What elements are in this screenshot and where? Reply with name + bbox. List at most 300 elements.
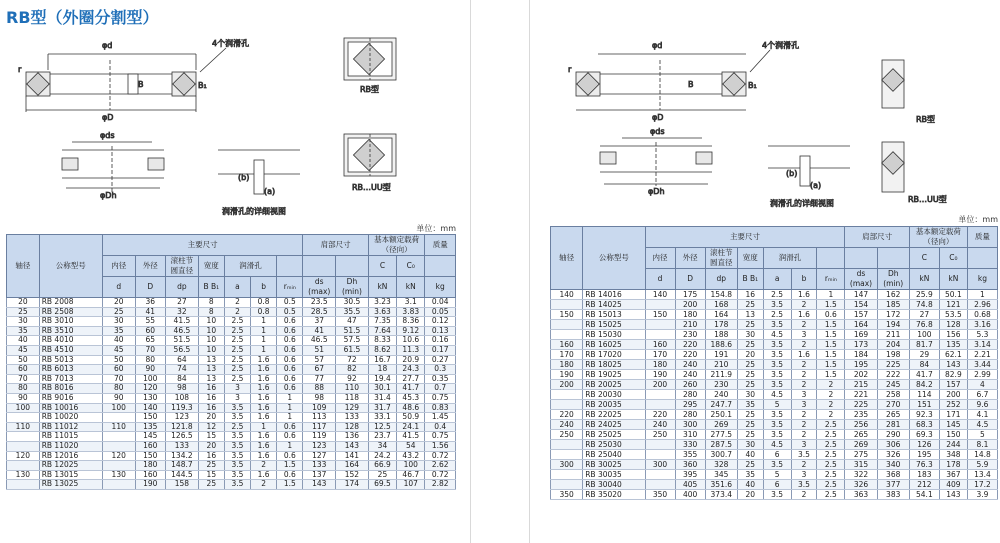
table-cell: 290	[877, 430, 909, 440]
table-cell: 3.5	[224, 461, 250, 471]
cell-shaft	[7, 432, 40, 442]
hdr-shaft-right: 轴径	[551, 227, 583, 290]
table-cell: 195	[845, 360, 877, 370]
table-cell: 25	[102, 307, 135, 317]
table-cell: 1	[251, 422, 277, 432]
table-cell: 330	[675, 440, 705, 450]
table-cell: 110	[336, 384, 369, 394]
table-row	[551, 350, 998, 360]
hdr-main-dims: 主要尺寸	[102, 235, 303, 256]
table-cell: 0.6	[277, 374, 303, 384]
table-cell: 118	[336, 393, 369, 403]
table-cell: 10	[198, 317, 224, 327]
table-cell: 220	[675, 340, 705, 350]
label-phi-Dh-right: φDh	[648, 187, 665, 196]
table-cell: 2.5	[224, 326, 250, 336]
table-cell: 2.5	[224, 345, 250, 355]
table-cell: 280	[675, 410, 705, 420]
table-cell: 230	[705, 380, 737, 390]
table-cell: 2	[791, 380, 817, 390]
table-cell: 3.5	[763, 410, 791, 420]
table-cell: 1.6	[251, 441, 277, 451]
table-cell: 145	[939, 420, 967, 430]
cell-model: RB 15013	[583, 310, 645, 320]
table-row	[7, 461, 456, 471]
table-cell: 0.75	[425, 393, 456, 403]
table-cell: 247.7	[705, 400, 737, 410]
table-cell: 27	[909, 310, 939, 320]
table-cell: 2	[791, 300, 817, 310]
cell-model: RB 30040	[583, 480, 645, 490]
table-cell: 119	[303, 432, 336, 442]
table-cell: 13	[198, 374, 224, 384]
cell-shaft: 90	[7, 393, 40, 403]
table-cell: 1.5	[817, 330, 845, 340]
table-cell: 0.4	[425, 422, 456, 432]
table-cell: 3.44	[967, 360, 997, 370]
table-cell: 3.5	[763, 430, 791, 440]
table-cell	[645, 440, 675, 450]
table-row	[7, 355, 456, 365]
label-a-right: (a)	[810, 181, 822, 190]
table-cell: 0.5	[277, 298, 303, 308]
table-cell: 120	[135, 384, 166, 394]
table-cell: 3.5	[224, 470, 250, 480]
table-cell: 169	[845, 330, 877, 340]
table-cell: 67	[303, 365, 336, 375]
hdr-Dh-right: Dh (min)	[877, 269, 909, 290]
cell-model: RB 16025	[583, 340, 645, 350]
cell-shaft: 120	[7, 451, 40, 461]
table-cell: 1.45	[425, 413, 456, 423]
table-cell: 2	[224, 307, 250, 317]
table-cell: 164	[705, 310, 737, 320]
table-cell: 141	[336, 451, 369, 461]
table-cell: 74.8	[909, 300, 939, 310]
table-cell: 84.2	[909, 380, 939, 390]
table-cell: 345	[705, 470, 737, 480]
table-cell: 51.5	[336, 326, 369, 336]
table-cell: 9.6	[967, 400, 997, 410]
table-cell: 1.5	[817, 320, 845, 330]
table-row	[551, 400, 998, 410]
table-cell: 2.5	[817, 490, 845, 500]
cell-shaft	[551, 400, 583, 410]
table-cell	[645, 480, 675, 490]
table-cell: 4.5	[967, 420, 997, 430]
table-cell: 326	[877, 450, 909, 460]
hdr-shoulder-right: 肩部尺寸	[845, 227, 909, 248]
table-cell: 11.3	[397, 345, 425, 355]
hdr-kN1: kN	[368, 277, 396, 298]
table-cell: 265	[845, 430, 877, 440]
table-cell: 180	[675, 310, 705, 320]
table-cell: 178	[705, 320, 737, 330]
cell-model: RB 11012	[39, 422, 102, 432]
table-cell: 143	[303, 480, 336, 490]
page-left	[0, 0, 470, 543]
hdr-outer: 外径	[135, 256, 166, 277]
table-row	[7, 480, 456, 490]
cell-model: RB 13025	[39, 480, 102, 490]
caption-rb-right: RB型	[916, 115, 936, 124]
table-cell: 32	[166, 307, 199, 317]
table-cell: 171	[939, 410, 967, 420]
table-cell: 3.5	[791, 450, 817, 460]
table-cell: 0.35	[425, 374, 456, 384]
table-cell	[645, 320, 675, 330]
label-phi-d: φd	[102, 41, 113, 50]
table-row	[7, 470, 456, 480]
table-cell: 8	[198, 298, 224, 308]
table-cell	[645, 470, 675, 480]
table-cell: 2.5	[763, 290, 791, 300]
cell-model: RB 14016	[583, 290, 645, 300]
table-cell: 2	[251, 461, 277, 471]
table-row	[7, 384, 456, 394]
table-cell: 10	[198, 326, 224, 336]
label-b: (b)	[238, 173, 250, 182]
caption-lube-detail: 润滑孔的详细视图	[222, 207, 286, 216]
table-cell: 6.7	[967, 390, 997, 400]
hdr-kN2-right: kN	[939, 269, 967, 290]
table-cell: 280	[675, 390, 705, 400]
table-cell: 2.5	[224, 374, 250, 384]
table-cell: 8.62	[368, 345, 396, 355]
table-cell: 17.2	[967, 480, 997, 490]
table-cell: 269	[705, 420, 737, 430]
table-cell: 84	[909, 360, 939, 370]
table-cell: 200	[645, 380, 675, 390]
table-cell: 405	[675, 480, 705, 490]
table-cell: 7.64	[368, 326, 396, 336]
table-cell: 82	[336, 365, 369, 375]
table-cell: 81.7	[909, 340, 939, 350]
table-cell: 148.7	[166, 461, 199, 471]
table-cell: 174	[336, 480, 369, 490]
table-cell: 43.2	[397, 451, 425, 461]
hdr-kg-right: kg	[967, 269, 997, 290]
table-cell: 130	[135, 393, 166, 403]
table-cell: 60	[102, 365, 135, 375]
table-cell: 1.6	[251, 413, 277, 423]
cell-shaft: 200	[551, 380, 583, 390]
rbuu-type-diagram	[344, 134, 396, 192]
table-cell: 0.17	[425, 345, 456, 355]
table-cell: 123	[303, 441, 336, 451]
table-cell: 1	[251, 336, 277, 346]
table-row	[551, 430, 998, 440]
cell-shaft: 130	[7, 470, 40, 480]
table-cell: 1.6	[251, 384, 277, 394]
table-cell: 3.5	[224, 441, 250, 451]
table-cell: 4.5	[763, 330, 791, 340]
table-cell: 3.5	[224, 451, 250, 461]
table-cell: 2	[791, 460, 817, 470]
shoulder-diagram	[62, 131, 164, 200]
table-cell: 363	[845, 490, 877, 500]
table-cell: 129	[336, 403, 369, 413]
table-cell: 41.7	[397, 384, 425, 394]
table-cell: 84	[166, 374, 199, 384]
table-cell: 3.5	[224, 403, 250, 413]
table-cell: 158	[166, 480, 199, 490]
table-cell: 157	[939, 380, 967, 390]
table-cell: 8.1	[967, 440, 997, 450]
table-cell: 8	[198, 307, 224, 317]
table-cell: 3	[791, 400, 817, 410]
table-cell: 68.3	[909, 420, 939, 430]
table-cell: 1.6	[251, 355, 277, 365]
table-row	[551, 420, 998, 430]
table-cell: 1.6	[251, 365, 277, 375]
table-cell: 3.5	[224, 480, 250, 490]
hdr-kN2: kN	[397, 277, 425, 298]
table-cell: 0.8	[251, 298, 277, 308]
table-cell: 30.1	[368, 384, 396, 394]
table-cell: 350	[645, 490, 675, 500]
table-cell: 245	[877, 380, 909, 390]
cell-shaft: 240	[551, 420, 583, 430]
table-cell: 9.12	[397, 326, 425, 336]
table-cell: 40	[102, 336, 135, 346]
table-cell: 373.4	[705, 490, 737, 500]
table-row	[551, 300, 998, 310]
table-row	[551, 330, 998, 340]
table-cell: 143	[939, 490, 967, 500]
label-phi-D: φD	[102, 113, 114, 122]
table-cell: 46.7	[397, 470, 425, 480]
table-row	[551, 490, 998, 500]
hdr-mass: 质量	[425, 235, 456, 256]
table-row	[551, 390, 998, 400]
table-row	[7, 403, 456, 413]
table-cell	[645, 390, 675, 400]
table-cell: 2.5	[817, 460, 845, 470]
table-cell: 76.8	[909, 320, 939, 330]
table-cell: 200	[939, 390, 967, 400]
table-cell: 3.5	[763, 320, 791, 330]
table-cell: 136	[336, 432, 369, 442]
table-cell: 54.1	[909, 490, 939, 500]
cell-model: RB 2008	[39, 298, 102, 308]
table-cell: 134.2	[166, 451, 199, 461]
table-cell: 3.63	[368, 307, 396, 317]
table-cell: 20	[737, 350, 763, 360]
table-cell: 295	[675, 400, 705, 410]
hdr-dp-right: dp	[705, 269, 737, 290]
table-cell: 168	[705, 300, 737, 310]
table-cell: 383	[877, 490, 909, 500]
table-cell: 3	[791, 440, 817, 450]
table-cell: 211.9	[705, 370, 737, 380]
table-cell: 1.5	[817, 370, 845, 380]
table-cell: 3.14	[967, 340, 997, 350]
table-cell: 25	[198, 480, 224, 490]
label-holes-right: 4个润滑孔	[762, 41, 800, 50]
table-cell: 15	[198, 432, 224, 442]
table-cell: 2	[224, 298, 250, 308]
cell-model: RB 6013	[39, 365, 102, 375]
spec-table-right	[550, 226, 998, 500]
table-cell: 10.6	[397, 336, 425, 346]
table-cell: 147	[845, 290, 877, 300]
table-cell: 10	[198, 336, 224, 346]
table-cell: 107	[397, 480, 425, 490]
cell-model: RB 20025	[583, 380, 645, 390]
table-cell: 8.36	[397, 317, 425, 327]
table-cell: 41	[135, 307, 166, 317]
table-cell: 15	[198, 470, 224, 480]
label-B: B	[138, 80, 144, 89]
table-cell: 61.5	[336, 345, 369, 355]
table-cell: 3.5	[763, 300, 791, 310]
table-cell: 2	[791, 340, 817, 350]
table-cell: 1	[277, 393, 303, 403]
cell-model: RB 30025	[583, 460, 645, 470]
table-cell: 2.5	[224, 365, 250, 375]
cell-shaft	[551, 300, 583, 310]
table-cell: 41.7	[909, 370, 939, 380]
table-cell: 46.5	[166, 326, 199, 336]
table-cell: 2	[791, 410, 817, 420]
table-cell: 2	[817, 400, 845, 410]
table-cell: 70	[102, 374, 135, 384]
table-cell: 180	[645, 360, 675, 370]
table-cell: 212	[909, 480, 939, 490]
table-cell: 5	[763, 400, 791, 410]
hdr-pitch: 滚柱节圆直径	[166, 256, 199, 277]
table-cell: 3.5	[763, 420, 791, 430]
table-cell: 25	[737, 430, 763, 440]
table-cell: 24.1	[397, 422, 425, 432]
table-cell: 30.5	[336, 298, 369, 308]
table-cell: 188	[705, 330, 737, 340]
table-cell: 211	[877, 330, 909, 340]
label-phi-ds-right: φds	[650, 127, 665, 136]
table-cell: 252	[939, 400, 967, 410]
hdr-kN1-right: kN	[909, 269, 939, 290]
hdr-rmin: rₘᵢₙ	[277, 277, 303, 298]
table-cell: 51.5	[166, 336, 199, 346]
cell-model: RB 30035	[583, 470, 645, 480]
table-cell: 137	[303, 470, 336, 480]
lube-hole-detail-right	[768, 146, 850, 208]
cell-model: RB 3010	[39, 317, 102, 327]
cell-model: RB 25040	[583, 450, 645, 460]
page-title: RB型（外圈分割型）	[6, 8, 159, 27]
table-cell: 70	[135, 345, 166, 355]
table-cell: 20.9	[397, 355, 425, 365]
table-cell: 190	[645, 370, 675, 380]
caption-rbuu: RB…UU型	[352, 183, 391, 192]
table-cell: 121	[939, 300, 967, 310]
table-cell: 3.5	[224, 432, 250, 442]
table-cell: 322	[845, 470, 877, 480]
shoulder-diagram-right	[600, 127, 712, 196]
table-cell: 25	[737, 380, 763, 390]
cell-model: RB 12016	[39, 451, 102, 461]
cell-shaft: 60	[7, 365, 40, 375]
table-cell: 41	[303, 326, 336, 336]
hdr-width-right: 宽度	[737, 248, 763, 269]
table-cell: 1	[817, 290, 845, 300]
table-cell: 16	[198, 451, 224, 461]
table-cell: 154	[845, 300, 877, 310]
hdr-Dh: Dh (min)	[336, 277, 369, 298]
table-cell: 157	[845, 310, 877, 320]
table-cell: 0.13	[425, 326, 456, 336]
spec-table-left	[6, 234, 456, 490]
table-cell: 210	[675, 320, 705, 330]
table-cell: 0.05	[425, 307, 456, 317]
table-cell: 1	[251, 317, 277, 327]
table-cell: 0.6	[277, 345, 303, 355]
table-cell: 220	[645, 410, 675, 420]
ring-cross-section-right	[568, 40, 799, 122]
table-cell: 4.5	[763, 390, 791, 400]
table-row	[551, 290, 998, 300]
table-cell: 117	[303, 422, 336, 432]
table-cell: 30	[737, 390, 763, 400]
table-cell: 20	[102, 298, 135, 308]
table-cell: 33.1	[368, 413, 396, 423]
table-cell: 0.8	[251, 307, 277, 317]
unit-note: 单位：mm	[416, 224, 456, 233]
table-cell: 48.6	[397, 403, 425, 413]
cell-model: RB 14025	[583, 300, 645, 310]
table-cell: 235	[845, 410, 877, 420]
table-cell: 109	[303, 403, 336, 413]
cell-shaft: 70	[7, 374, 40, 384]
table-cell: 23.5	[303, 298, 336, 308]
table-cell: 2.5	[817, 420, 845, 430]
table-cell: 62.1	[939, 350, 967, 360]
hdr-inner-right: 内径	[645, 248, 675, 269]
cell-model: RB 4010	[39, 336, 102, 346]
table-cell: 100	[135, 374, 166, 384]
table-cell: 35.5	[336, 307, 369, 317]
table-cell: 3.16	[967, 320, 997, 330]
hdr-C: C	[368, 256, 396, 277]
table-cell: 0.6	[277, 451, 303, 461]
label-B1-right: B₁	[748, 81, 757, 90]
table-cell: 40	[737, 450, 763, 460]
label-holes: 4个润滑孔	[212, 39, 250, 48]
table-cell: 3	[224, 384, 250, 394]
table-cell: 260	[675, 380, 705, 390]
hdr-a: a	[224, 277, 250, 298]
table-cell: 300.7	[705, 450, 737, 460]
cell-model: RB 10016	[39, 403, 102, 413]
table-cell: 135	[135, 422, 166, 432]
table-row	[551, 340, 998, 350]
table-cell: 82.9	[939, 370, 967, 380]
table-cell: 1.6	[251, 470, 277, 480]
hdr-pitch-right: 滚柱节圆直径	[705, 248, 737, 269]
table-cell: 1	[967, 290, 997, 300]
cell-shaft	[7, 480, 40, 490]
table-row	[551, 360, 998, 370]
label-phi-D-right: φD	[652, 113, 664, 122]
table-cell: 46.5	[303, 336, 336, 346]
table-cell: 150	[645, 310, 675, 320]
table-cell: 175	[675, 290, 705, 300]
table-cell: 300	[645, 460, 675, 470]
table-cell: 47	[336, 317, 369, 327]
cell-model: RB 22025	[583, 410, 645, 420]
table-cell: 3.5	[763, 370, 791, 380]
